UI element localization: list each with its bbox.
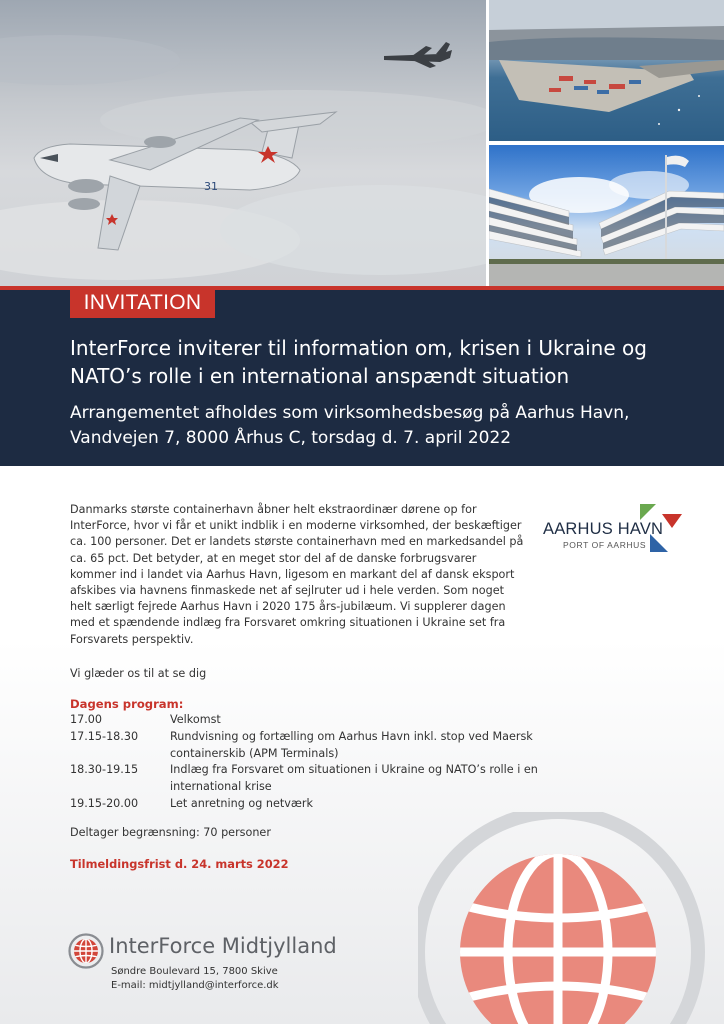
program-row (70, 796, 540, 813)
interforce-org-name: InterForce Midtjylland (109, 934, 337, 958)
program-row (70, 729, 540, 763)
headline: InterForce inviterer til information om, krisen i Ukraine og NATO’s rolle i en international anspændt situation (70, 336, 647, 388)
invitation-badge: INVITATION (70, 288, 215, 318)
port-aerial-photo (489, 0, 724, 141)
aarhus-havn-logo-name: AARHUS HAVN (543, 520, 664, 538)
program-time: 17.00 (70, 713, 103, 726)
aircraft-photo (0, 0, 486, 286)
attendance-limit: Deltager begrænsning: 70 personer (70, 826, 271, 839)
program-title: Dagens program: (70, 697, 184, 711)
contact-info (111, 965, 279, 993)
aarhus-havn-logo-mark (638, 502, 684, 556)
email: E-mail: midtjylland@interforce.dk (111, 980, 279, 991)
aircraft-marking: 31 (204, 180, 218, 193)
program-list (70, 712, 540, 813)
program-time: 18.30-19.15 (70, 763, 139, 777)
program-time: 17.15-18.30 (70, 729, 139, 743)
program-description: Velkomst (170, 713, 221, 726)
program-description: Rundvisning og fortælling om Aarhus Havn inkl. stop ved Maersk containerskib (APM Terminals) (170, 729, 533, 760)
program-row (70, 762, 540, 796)
intro-paragraph: Danmarks største containerhavn åbner helt ekstraordinær dørene op for InterForce, hvor vi får et unikt indblik i en moderne virksomhed, der beskæftiger ca. 100 personer. Det er landets største containerhavn med en markedsandel på ca. 65 pct. Det betyder, at en meget stor del af de danske forbrugsvarer kommer ind i landet via Aarhus Havn, ligesom en markant del af dansk eksport afskibes via havnens finmaskede net af sejlruter ud i hele verden. Som noget helt særligt fejrede Aarhus Havn i 2020 175 års-jubilæum. Vi supplerer dagen med et spændende indlæg fra Forsvaret omkring situationen i Ukraine set fra Forsvarets perspektiv. (70, 503, 524, 646)
program-time: 19.15-20.00 (70, 796, 139, 810)
program-row (70, 712, 540, 729)
address: Søndre Boulevard 15, 7800 Skive (111, 966, 278, 977)
program-description: Let anretning og netværk (170, 796, 313, 810)
greeting: Vi glæder os til at se dig (70, 667, 207, 680)
event-location-date: Arrangementet afholdes som virksomhedsbesøg på Aarhus Havn, Vandvejen 7, 8000 Århus C, torsdag d. 7. april 2022 (70, 403, 630, 448)
registration-deadline: Tilmeldingsfrist d. 24. marts 2022 (70, 857, 289, 871)
building-photo (489, 145, 724, 286)
program-description: Indlæg fra Forsvaret om situationen i Ukraine og NATO’s rolle i en international krise (170, 763, 538, 794)
globe-icon (418, 812, 724, 1024)
aarhus-havn-logo-tagline: PORT OF AARHUS (563, 540, 647, 550)
interforce-globe-icon (68, 933, 104, 969)
